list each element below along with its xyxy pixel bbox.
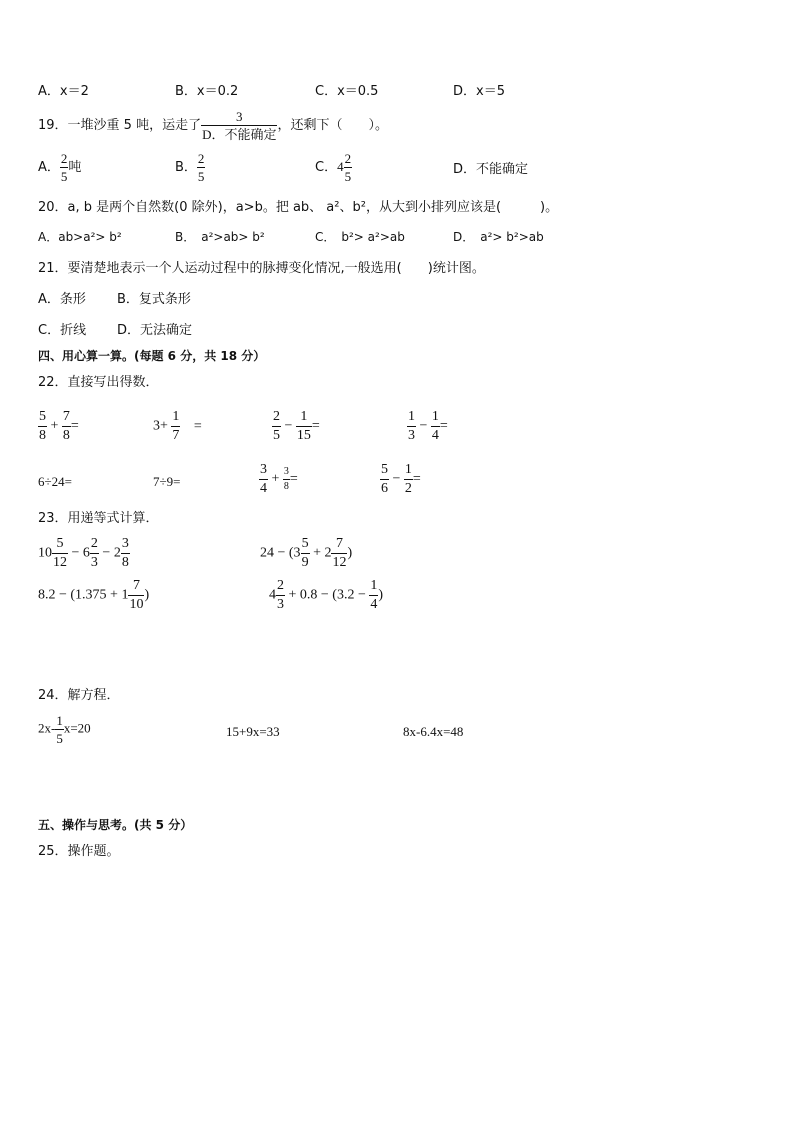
q20-option-c: C． b²> a²>ab <box>315 230 405 244</box>
q23-expr-1: 10 $\frac{5}{12}$ − 6 $\frac{2}{3}$ − 2 $\frac{3}{8}$ <box>38 536 129 570</box>
q21-stem: 21．要清楚地表示一个人运动过程中的脉搏变化情况,一般选用( )统计图。 <box>38 261 485 276</box>
q18-option-a: A．x＝2 <box>38 84 89 99</box>
q19-option-a: A． $\frac{2}{5}$ 吨 <box>38 151 82 184</box>
section-heading-4: 四、用心算一算。(每题 6 分，共 18 分） <box>38 349 266 363</box>
q24-eq-1: 2x- $\frac{1}{5}$ x=20 <box>38 713 91 746</box>
q25-stem: 25．操作题。 <box>38 844 120 859</box>
q24-eq-3: 8x-6.4x=48 <box>403 724 464 739</box>
q20-stem: 20．a, b 是两个自然数(0 除外)，a>b。把 ab、 a²、b²，从大到小排列应该是( )。 <box>38 200 559 215</box>
q20-option-a: A．ab>a²> b² <box>38 230 122 244</box>
q19-stem: 19．一堆沙重 5 吨，运走了 $\frac{3}{\text{D．不能确定}}$ ，还剩下（ ）。 <box>38 109 388 142</box>
q22-expr-2: 3+ $\frac{1}{7}$ = <box>153 409 202 443</box>
q20-option-b: B． a²>ab> b² <box>175 230 265 244</box>
q22-expr-4: $\frac{1}{3}$ − $\frac{1}{4}$ = <box>408 409 448 443</box>
q19-option-b: B． $\frac{2}{5}$ <box>175 151 205 184</box>
q21-option-d: D．无法确定 <box>117 323 193 338</box>
q24-eq-2: 15+9x=33 <box>226 724 280 739</box>
q20-option-d: D． a²> b²>ab <box>453 230 544 244</box>
q21-option-a: A．条形 <box>38 292 86 307</box>
q19-option-c: C．4 $\frac{2}{5}$ <box>315 151 352 184</box>
q19-option-d: D．不能确定 <box>453 162 529 177</box>
q21-option-b: B．复式条形 <box>117 292 191 307</box>
q22-expr-7: $\frac{3}{4}$ + $\frac{3}{8}$ = <box>260 462 298 496</box>
q22-expr-6: 7÷9= <box>153 474 181 489</box>
q23-expr-4: 4 $\frac{2}{3}$ + 0.8 − (3.2 − $\frac{1}{4}$ ) <box>269 578 384 612</box>
q23-expr-2: 24 − (3 $\frac{5}{9}$ + 2 $\frac{7}{12}$ ) <box>260 536 353 570</box>
section-heading-5: 五、操作与思考。(共 5 分） <box>38 818 193 832</box>
q22-expr-3: $\frac{2}{5}$ − $\frac{1}{15}$ = <box>273 409 320 443</box>
q22-expr-8: $\frac{5}{6}$ − $\frac{1}{2}$ = <box>381 462 421 496</box>
q22-expr-5: 6÷24= <box>38 474 72 489</box>
q18-option-d: D．x＝5 <box>453 84 505 99</box>
q23-stem: 23．用递等式计算． <box>38 511 159 526</box>
q24-stem: 24．解方程． <box>38 688 120 703</box>
q18-option-b: B．x＝0.2 <box>175 84 239 99</box>
q22-stem: 22．直接写出得数． <box>38 375 159 390</box>
q18-option-c: C．x＝0.5 <box>315 84 379 99</box>
q23-expr-3: 8.2 − (1.375 + 1 $\frac{7}{10}$ ) <box>38 578 150 612</box>
q22-expr-1: $\frac{5}{8}$ + $\frac{7}{8}$ = <box>39 409 79 443</box>
q21-option-c: C．折线 <box>38 323 87 338</box>
